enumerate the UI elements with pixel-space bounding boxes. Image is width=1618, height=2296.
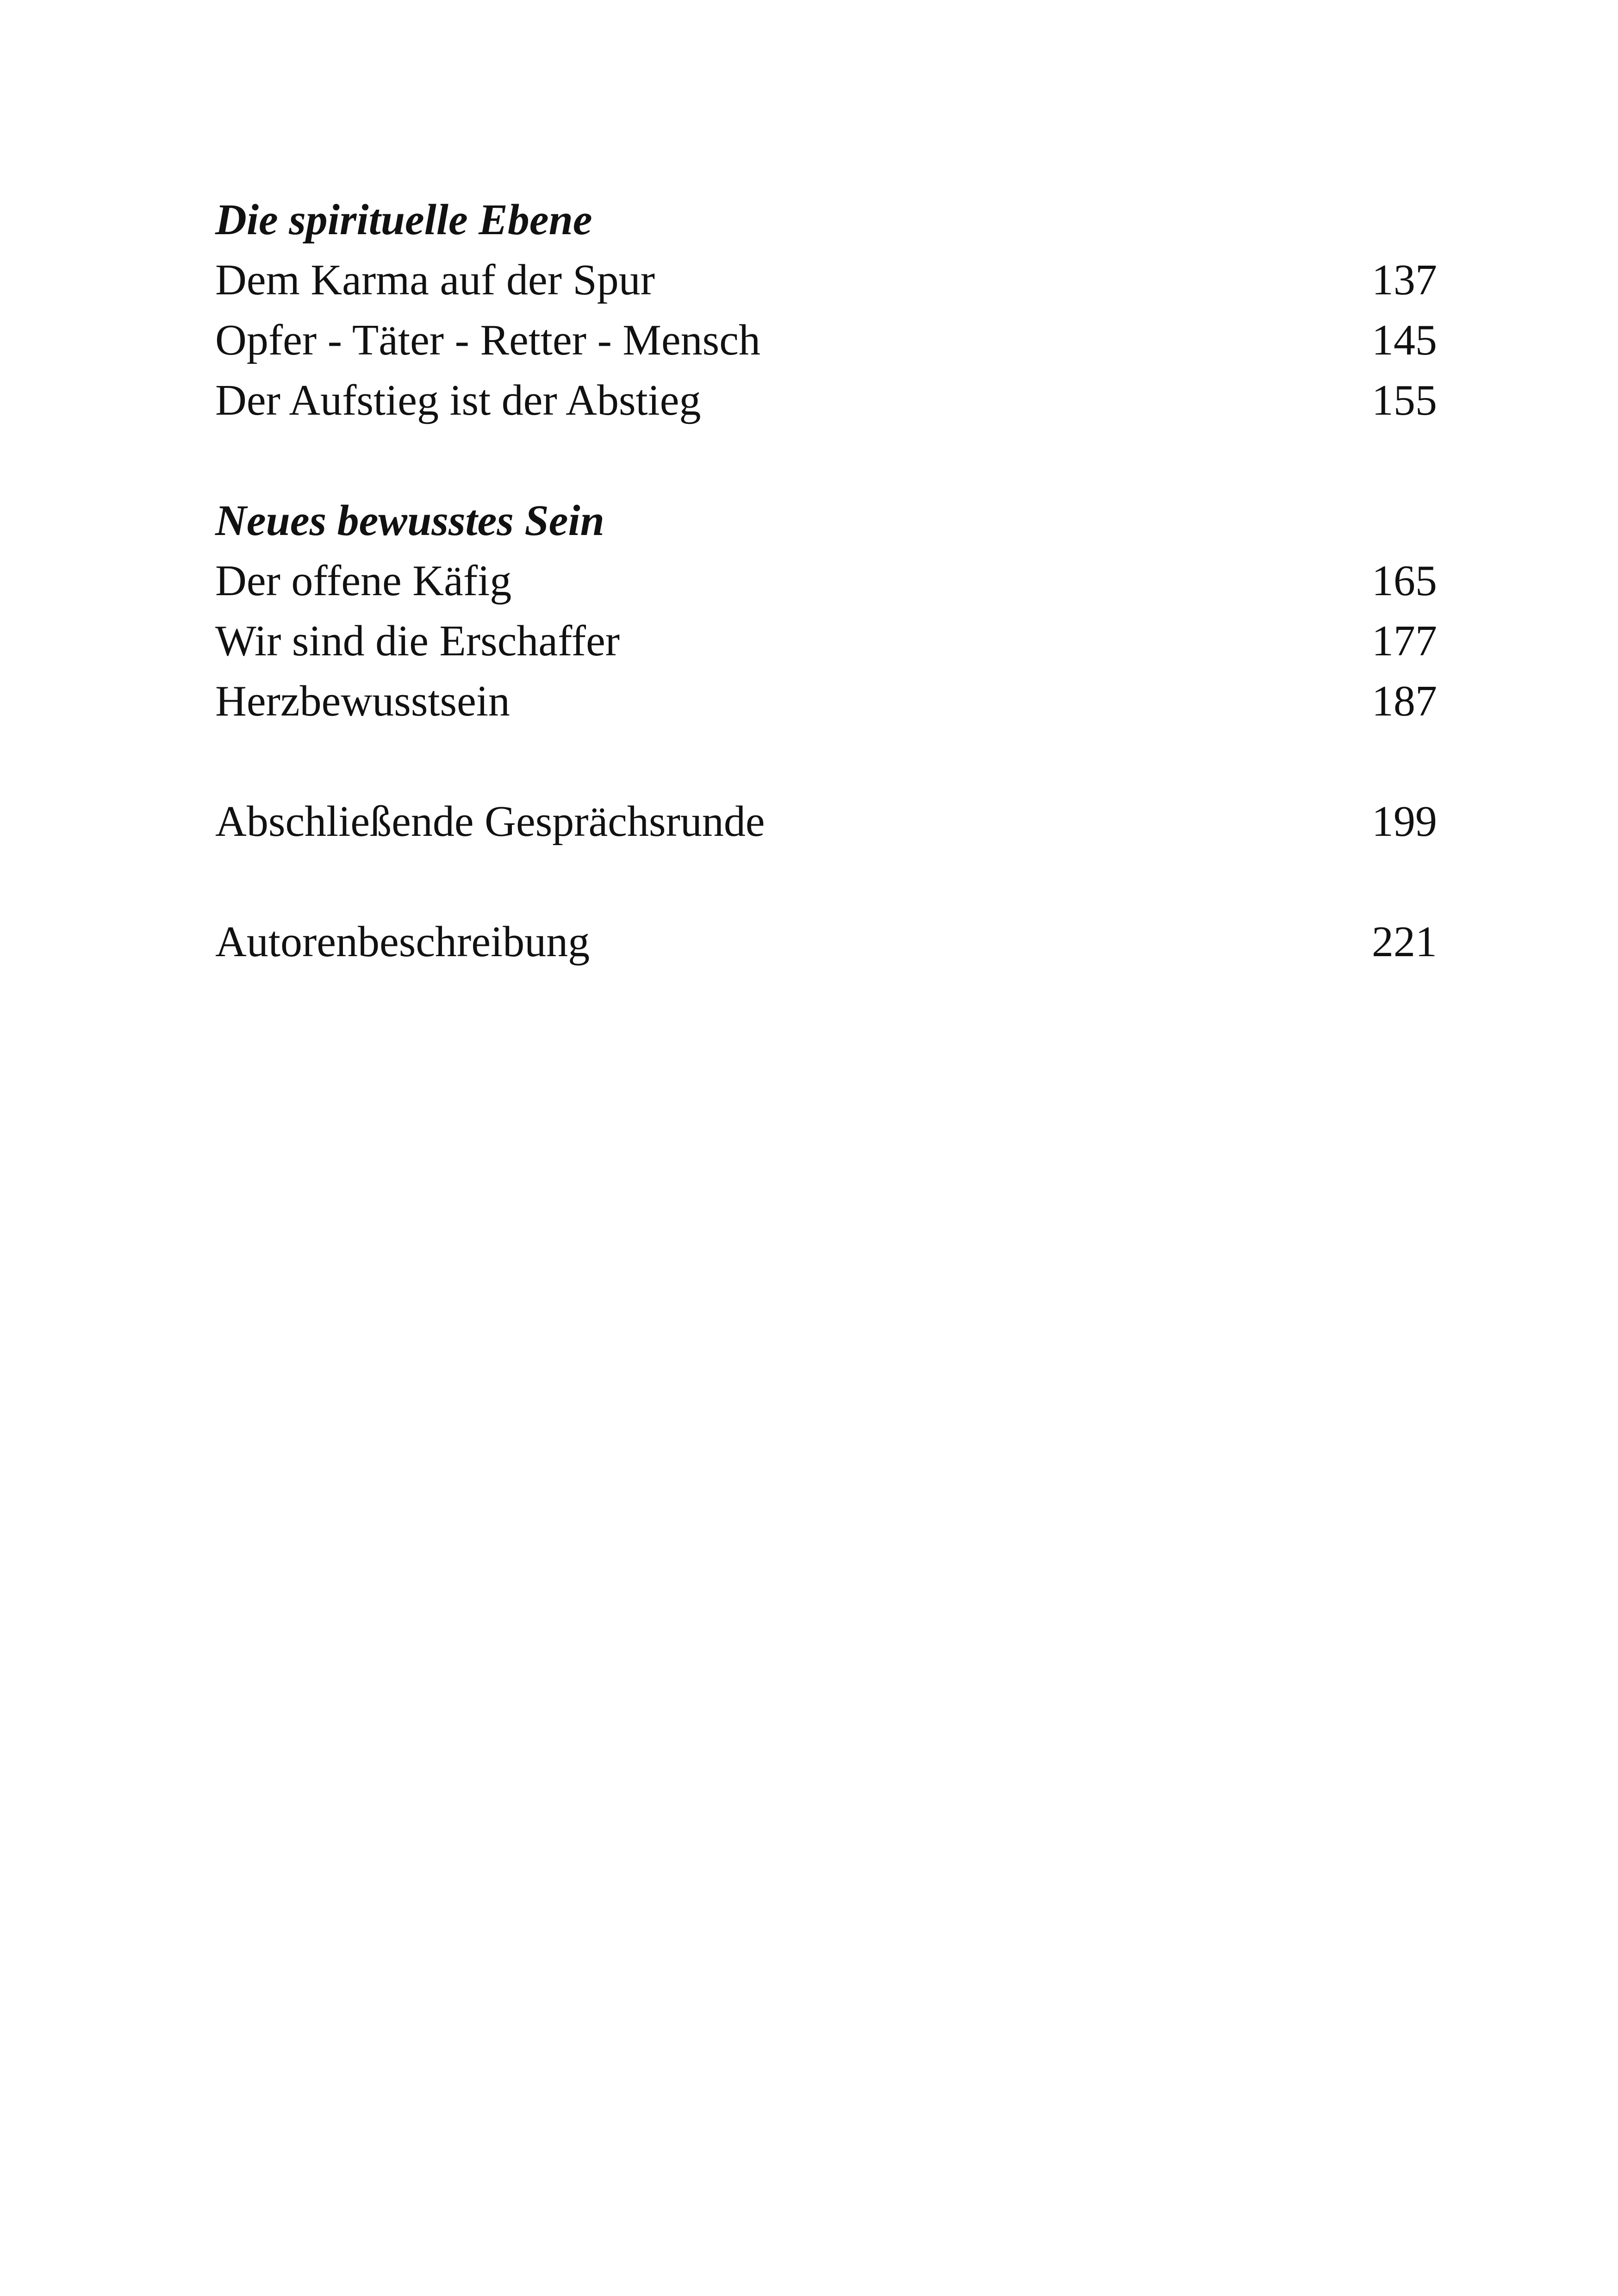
toc-entry-page: 177 bbox=[1372, 617, 1437, 665]
toc-entry-title: Dem Karma auf der Spur bbox=[215, 256, 655, 304]
toc-entry-page: 137 bbox=[1372, 256, 1437, 304]
toc-entry bbox=[215, 671, 1437, 731]
section-heading-spirituelle-ebene: Die spirituelle Ebene bbox=[215, 196, 592, 244]
toc-entry-page: 155 bbox=[1372, 376, 1437, 424]
toc-entry bbox=[215, 250, 1437, 310]
toc-entry-page: 187 bbox=[1372, 677, 1437, 725]
toc-entry bbox=[215, 310, 1437, 370]
toc-entry-title: Herzbewusstsein bbox=[215, 677, 510, 725]
section-heading-neues-bewusstes-sein: Neues bewusstes Sein bbox=[215, 497, 604, 545]
toc-entry bbox=[215, 551, 1437, 611]
toc-entry bbox=[215, 611, 1437, 671]
toc-entry-title: Opfer - Täter - Retter - Mensch bbox=[215, 316, 760, 364]
toc-entry-standalone bbox=[215, 912, 1437, 972]
toc-entry-title: Abschließende Gesprächsrunde bbox=[215, 797, 765, 846]
toc-entry-standalone bbox=[215, 791, 1437, 852]
toc-entry bbox=[215, 370, 1437, 430]
toc-entry-page: 199 bbox=[1372, 797, 1437, 846]
toc-entry-title: Der offene Käfig bbox=[215, 557, 512, 605]
toc-entry-page: 165 bbox=[1372, 557, 1437, 605]
toc-entry-page: 145 bbox=[1372, 316, 1437, 364]
toc-entry-title: Der Aufstieg ist der Abstieg bbox=[215, 376, 701, 424]
toc-entry-page: 221 bbox=[1372, 918, 1437, 966]
toc-entry-title: Autorenbeschreibung bbox=[215, 918, 590, 966]
toc-entry-title: Wir sind die Erschaffer bbox=[215, 617, 620, 665]
